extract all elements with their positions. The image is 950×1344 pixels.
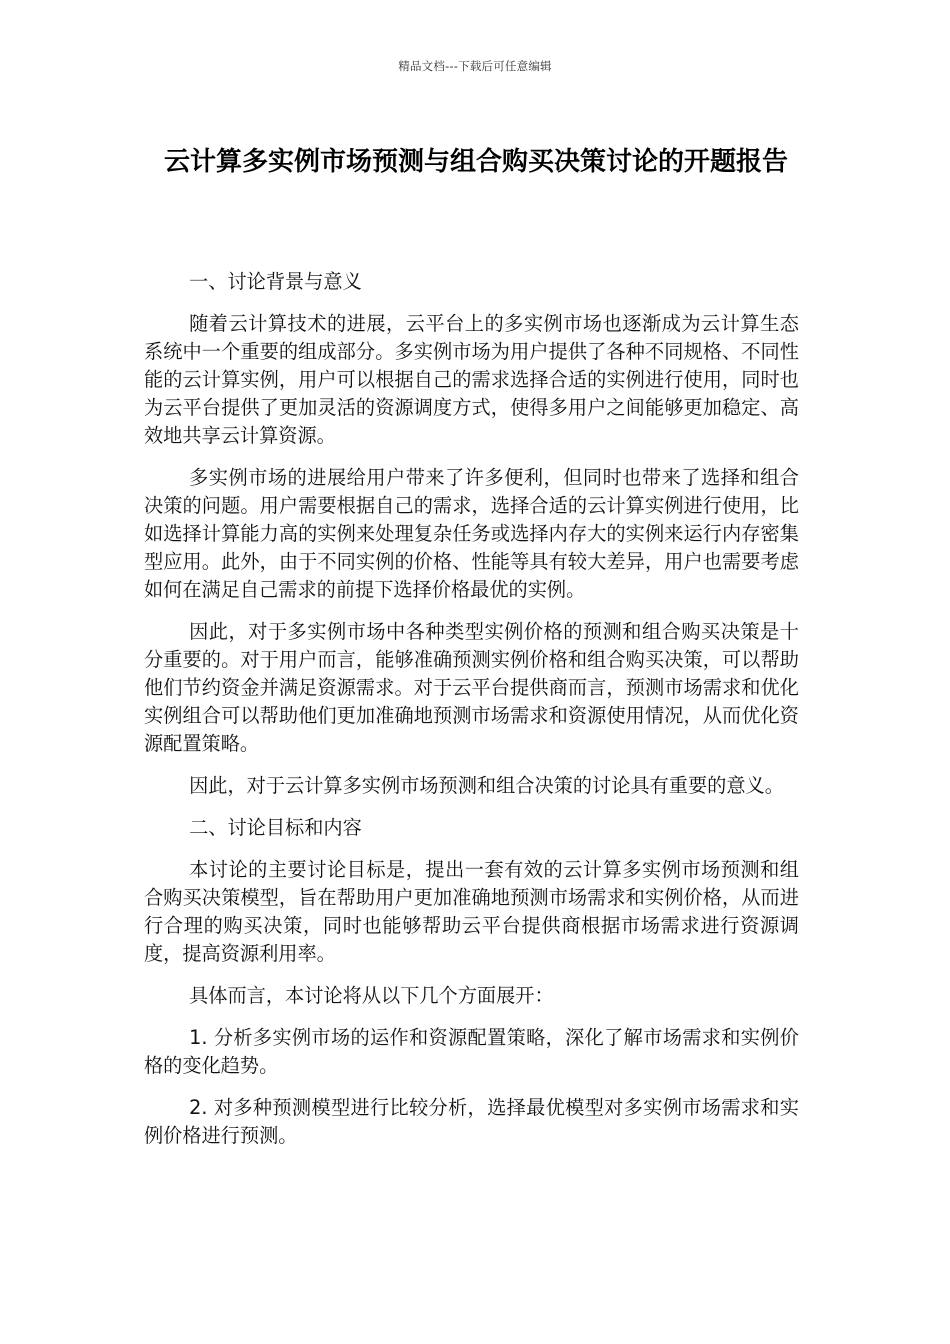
document-title: 云计算多实例市场预测与组合购买决策讨论的开题报告 [163, 147, 788, 177]
header-note: 精品文档---下载后可任意编辑 [398, 59, 552, 73]
paragraph: 因此，对于云计算多实例市场预测和组合决策的讨论具有重要的意义。 [189, 774, 784, 797]
paragraph: 具体而言，本讨论将从以下几个方面展开： [189, 984, 554, 1007]
document-body [144, 268, 799, 1164]
paragraph: 多实例市场的进展给用户带来了许多便利，但同时也带来了选择和组合决策的问题。用户需要根据自己的需求，选择合适的云计算实例进行使用，比如选择计算能力高的实例来处理复杂任务或选择内存大的实例来运行内存密集型应用。此外，由于不同实例的价格、性能等具有较大差异，用户也需要考虑如何在满足自己需求的前提下选择价格最优的实例。 [144, 466, 799, 601]
paragraph: 因此，对于多实例市场中各种类型实例价格的预测和组合购买决策是十分重要的。对于用户而言，能够准确预测实例价格和组合购买决策，可以帮助他们节约资金并满足资源需求。对于云平台提供商而言，预测市场需求和优化实例组合可以帮助他们更加准确地预测市场需求和资源使用情况，从而优化资源配置策略。 [144, 620, 799, 755]
list-item: 1. 分析多实例市场的运作和资源配置策略，深化了解市场需求和实例价格的变化趋势。 [144, 1026, 799, 1077]
paragraph: 本讨论的主要讨论目标是，提出一套有效的云计算多实例市场预测和组合购买决策模型，旨在帮助用户更加准确地预测市场需求和实例价格，从而进行合理的购买决策，同时也能够帮助云平台提供商根据市场需求进行资源调度，提高资源利用率。 [144, 858, 799, 965]
paragraph: 随着云计算技术的进展，云平台上的多实例市场也逐渐成为云计算生态系统中一个重要的组成部分。多实例市场为用户提供了各种不同规格、不同性能的云计算实例，用户可以根据自己的需求选择合适的实例进行使用，同时也为云平台提供了更加灵活的资源调度方式，使得多用户之间能够更加稳定、高效地共享云计算资源。 [144, 312, 799, 447]
section-heading-background: 一、讨论背景与意义 [189, 270, 362, 293]
list-item: 2. 对多种预测模型进行比较分析，选择最优模型对多实例市场需求和实例价格进行预测。 [144, 1096, 799, 1147]
section-heading-goals: 二、讨论目标和内容 [189, 816, 362, 839]
